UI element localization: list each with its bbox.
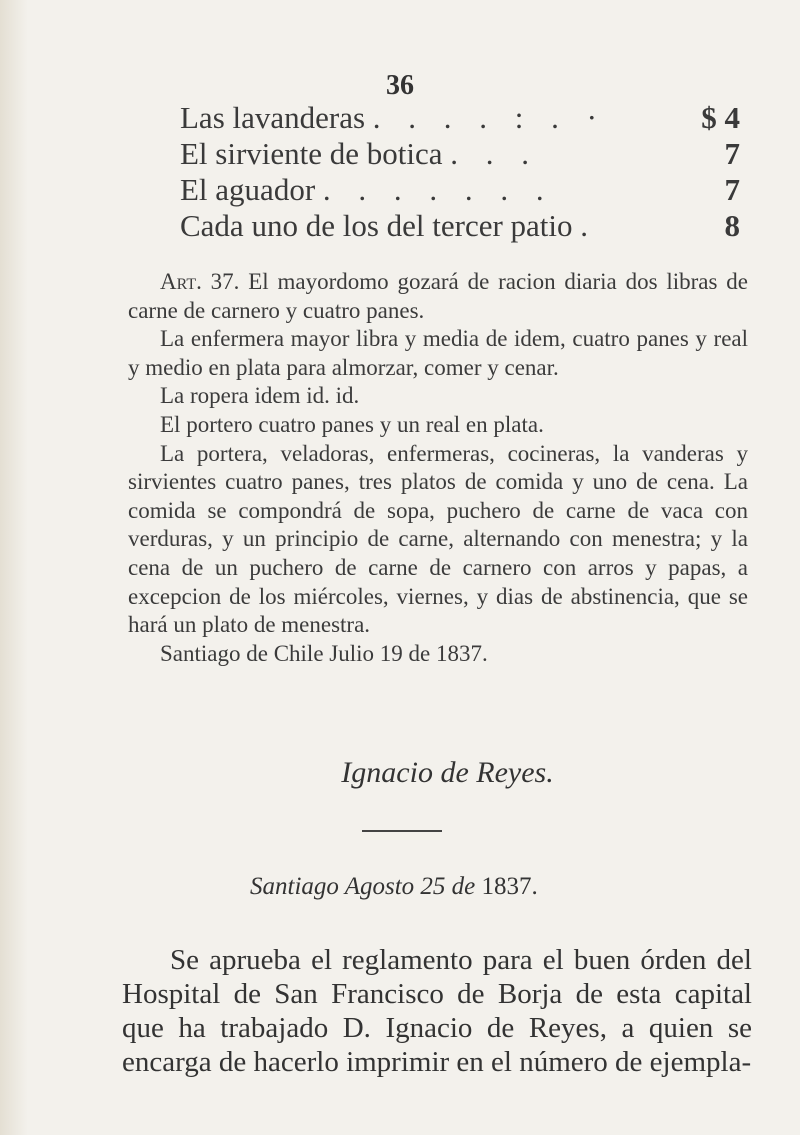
page-gutter-shadow [0, 0, 28, 1135]
page-number: 36 [386, 70, 414, 101]
second-date: Santiago Agosto 25 de 1837. [250, 873, 538, 900]
date-line: Santiago de Chile Julio 19 de 1837. [160, 640, 488, 666]
listing-value: 8 [724, 208, 740, 243]
leader-dots: . . . . : . · [372, 100, 607, 135]
leader-dots: . [580, 208, 599, 243]
listing-row [180, 172, 740, 208]
listing-label: Cada uno de los del tercer patio [180, 208, 573, 243]
article-paragraph: La portera, veladoras, enfermeras, cocineras, la vanderas y sirvientes cuatro panes, tres platos de comida y uno de cena. La comida se compondrá de sopa, puchero de carne de vaca con verduras, y un principio de carne, alternando con menestra; y la cena de un puchero de carne de carnero con arros y papas, a excepcion de los miércoles, viernes, y dias de abstinencia, que se hará un plato de menestra. [128, 440, 748, 638]
listing-label: El sirviente de botica [180, 136, 443, 171]
leader-dots: . . . . . . . [322, 172, 554, 207]
approval-text: Se aprueba el reglamento para el buen órden del Hospital de San Francisco de Borja de esta capital que ha trabajado D. Ignacio de Reyes, a quien se encarga de hacerlo imprimir en el número de ejempla- [122, 944, 752, 1078]
article-paragraph: Art. 37. El mayordomo gozará de racion diaria dos libras de carne de carnero y cuatro panes. [128, 269, 748, 323]
article-body [128, 268, 748, 668]
listing-value: $ 4 [701, 100, 740, 135]
article-label: Art. 37. [160, 269, 240, 294]
article-paragraph: La ropera idem id. id. [160, 383, 360, 409]
listing-label: El aguador [180, 172, 316, 207]
listing-value: 7 [724, 136, 740, 171]
article-paragraph: El portero cuatro panes y un real en plata. [160, 411, 544, 437]
listing-row [180, 136, 740, 172]
listing-value: 7 [724, 172, 740, 207]
leader-dots: . . . [450, 136, 540, 171]
listing-row [180, 100, 740, 136]
signature: Ignacio de Reyes. [341, 756, 554, 789]
divider-rule [362, 830, 442, 832]
wage-listing [180, 100, 740, 244]
article-paragraph: La enfermera mayor libra y media de idem, cuatro panes y real y medio en plata para almorzar, comer y cenar. [128, 326, 748, 380]
listing-row [180, 208, 740, 244]
listing-label: Las lavanderas [180, 100, 366, 135]
